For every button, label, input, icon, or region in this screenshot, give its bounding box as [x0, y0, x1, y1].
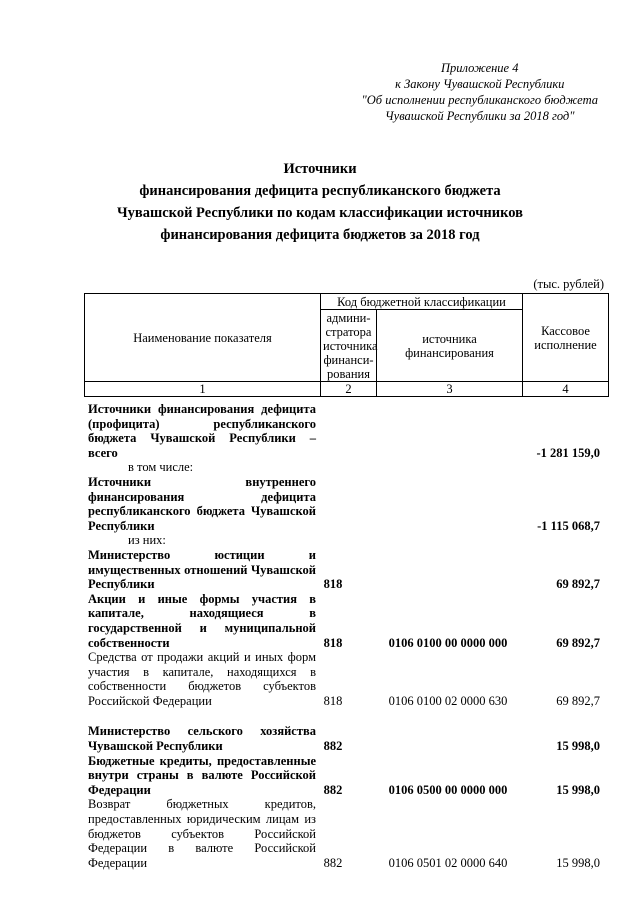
annex-header [362, 60, 598, 124]
header-cash: Кассовое исполнение [523, 294, 609, 382]
row-value: 15 998,0 [556, 739, 600, 754]
row-name: Акции и иные формы участия в капитале, находящиеся в государственной и муниципальной собственности [88, 591, 316, 650]
header-num-4: 4 [523, 382, 609, 397]
header-code-group: Код бюджетной классификации [321, 294, 523, 310]
header-num-2: 2 [321, 382, 377, 397]
table-row [88, 797, 610, 870]
annex-line: к Закону Чувашской Республики [395, 77, 565, 91]
table-row [88, 592, 610, 650]
table-row [88, 724, 610, 753]
header-admin: админи- стратора источника финанси- рования [321, 310, 377, 382]
row-name: Министерство юстиции и имущественных отношений Чувашской Республики [88, 547, 316, 592]
title-line: Чувашской Республики по кодам классификации источников [117, 205, 523, 221]
table-row [88, 402, 610, 460]
row-value: -1 115 068,7 [537, 518, 600, 533]
table-row [88, 475, 610, 533]
header-num-3: 3 [377, 382, 523, 397]
table-row [88, 650, 610, 708]
annex-line: Приложение 4 [441, 61, 519, 75]
row-value: 69 892,7 [556, 635, 600, 650]
annex-line: Чувашской Республики за 2018 год" [385, 109, 575, 123]
row-value: 69 892,7 [556, 693, 600, 708]
title-line: финансирования дефицита бюджетов за 2018 год [160, 227, 480, 243]
table-row [88, 754, 610, 798]
row-name: Средства от продажи акций и иных форм участия в капитале, находящихся в собственности бюджетов субъектов Российской Федерации [88, 650, 316, 708]
row-source-code: 0106 0100 02 0000 630 [388, 693, 508, 708]
row-name: Источники внутреннего финансирования дефицита республиканского бюджета Чувашской Республики [88, 474, 316, 533]
row-value: 15 998,0 [556, 782, 600, 797]
row-admin-code: 818 [323, 635, 343, 650]
row-source-code: 0106 0500 00 0000 000 [388, 782, 508, 797]
row-admin-code: 818 [323, 577, 343, 592]
row-value: 69 892,7 [556, 577, 600, 592]
row-name: Возврат бюджетных кредитов, предоставленных юридическим лицам из бюджетов субъектов Российской Федерации в валюте Российской Федерации [88, 797, 316, 870]
row-value: 15 998,0 [556, 855, 600, 870]
table-header [84, 293, 609, 397]
title-line: финансирования дефицита республиканского бюджета [139, 183, 501, 199]
row-name: Источники финансирования дефицита (профицита) республиканского бюджета Чувашской Республики – всего [88, 402, 316, 460]
row-admin-code: 882 [323, 739, 343, 754]
title-line: Источники [283, 161, 357, 177]
row-gap [88, 708, 610, 724]
row-name: Бюджетные кредиты, предоставленные внутри страны в валюте Российской Федерации [88, 753, 316, 797]
row-value: -1 281 159,0 [536, 445, 600, 460]
header-source: источника финансирования [377, 310, 523, 382]
row-name: Министерство сельского хозяйства Чувашской Республики [88, 724, 316, 754]
annex-line: "Об исполнении республиканского бюджета [361, 93, 598, 107]
row-admin-code: 882 [323, 782, 343, 797]
table-body [88, 402, 610, 870]
document-title [40, 158, 600, 246]
row-admin-code: 818 [323, 693, 343, 708]
row-source-code: 0106 0100 00 0000 000 [388, 635, 508, 650]
header-name: Наименование показателя [85, 294, 321, 382]
row-source-code: 0106 0501 02 0000 640 [388, 855, 508, 870]
units-label: (тыс. рублей) [533, 277, 604, 291]
subheading: в том числе: [128, 460, 194, 475]
subheading: из них: [128, 533, 166, 548]
header-num-1: 1 [85, 382, 321, 397]
row-admin-code: 882 [323, 855, 343, 870]
table-row [88, 548, 610, 592]
